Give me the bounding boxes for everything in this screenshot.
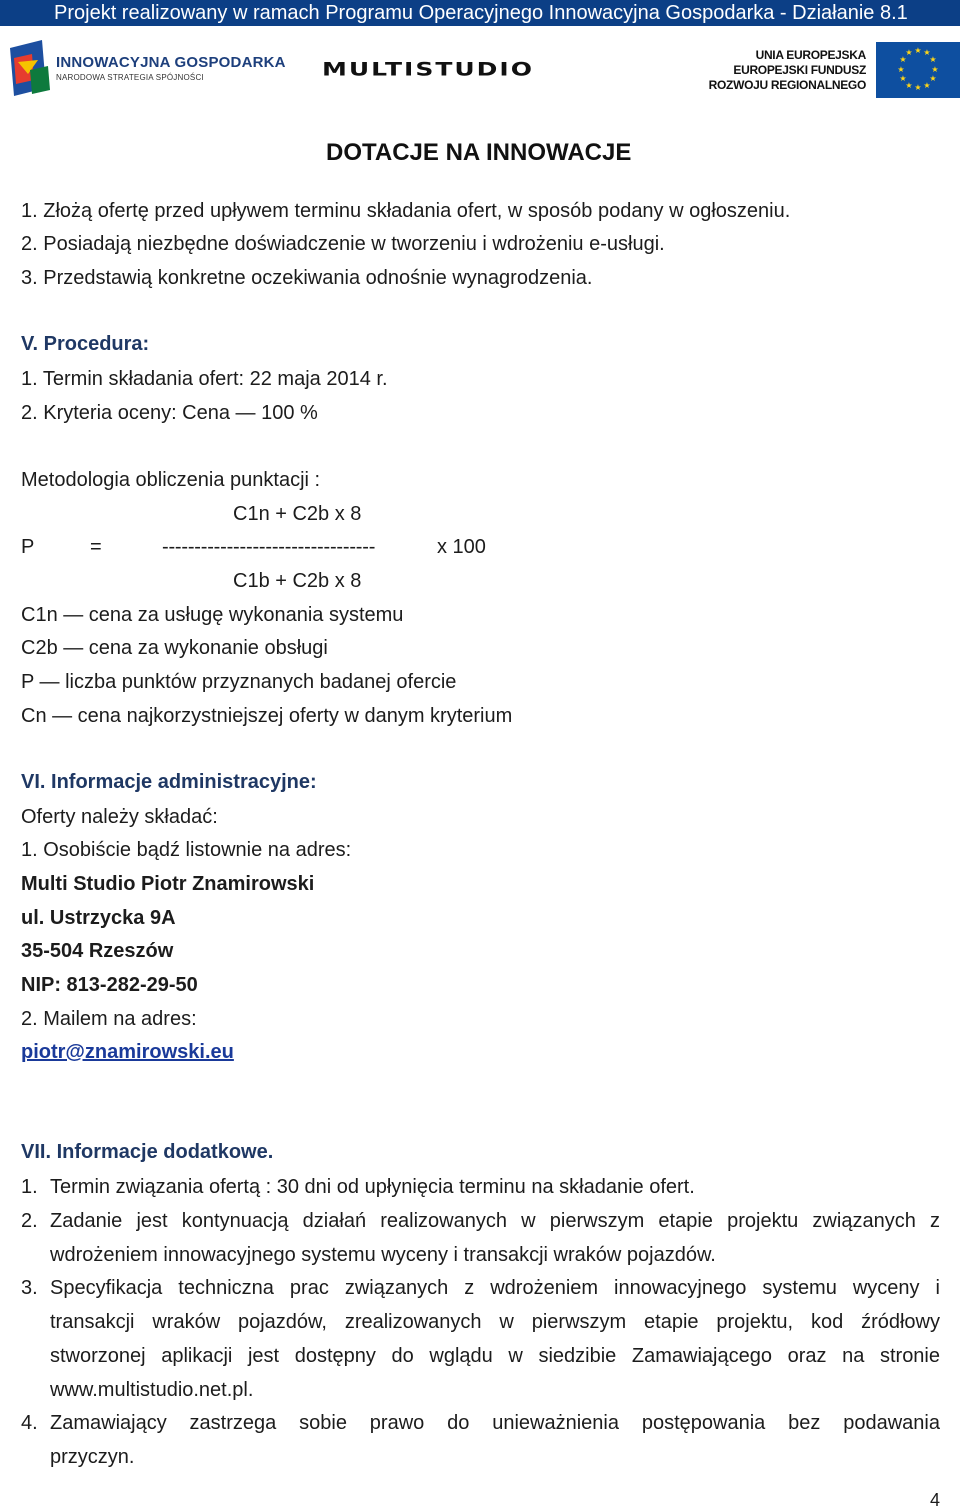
additional-item-4-line-1: Zamawiający zastrzega sobie prawo do unieważnienia postępowania bez podawania: [50, 1412, 940, 1434]
formula-fraction-bar: ---------------------------------: [162, 536, 376, 558]
additional-item-3: [50, 1271, 940, 1407]
eu-flag-icon: [876, 42, 960, 98]
procedure-item-1: 1. Termin składania ofert: 22 maja 2014 r.: [21, 368, 388, 390]
additional-item-2-line-2: wdrożeniem innowacyjnego systemu wyceny i transakcji wraków pojazdów.: [50, 1244, 716, 1266]
ig-emblem-icon: [8, 40, 52, 98]
address-company: Multi Studio Piotr Znamirowski: [21, 873, 315, 895]
intro-item-1: 1. Złożą ofertę przed upływem terminu składania ofert, w sposób podany w ogłoszeniu.: [21, 200, 791, 222]
banner-text: Projekt realizowany w ramach Programu Operacyjnego Innowacyjna Gospodarka - Działanie 8.1: [54, 2, 908, 24]
formula-intro: Metodologia obliczenia punktacji :: [21, 469, 321, 491]
intro-item-2: 2. Posiadają niezbędne doświadczenie w tworzeniu i wdrożeniu e-usługi.: [21, 233, 665, 255]
additional-item-3-line-3: stworzonej aplikacji jest dostępny do wglądu w siedzibie Zamawiającego oraz na stronie: [50, 1345, 940, 1367]
personal-delivery: 1. Osobiście bądź listownie na adres:: [21, 839, 352, 861]
additional-item-1: [50, 1170, 940, 1204]
address-nip: NIP: 813-282-29-50: [21, 974, 198, 996]
svg-text:★: ★: [897, 65, 905, 74]
legend-c1n: C1n — cena za usługę wykonania systemu: [21, 604, 404, 626]
header-banner: [0, 0, 960, 26]
additional-item-4: [50, 1406, 940, 1474]
procedure-heading: V. Procedura:: [21, 333, 150, 355]
additional-item-2: [50, 1204, 940, 1272]
svg-text:★: ★: [914, 46, 922, 55]
formula-p: P: [21, 536, 35, 558]
legend-p: P — liczba punktów przyznanych badanej ofercie: [21, 671, 457, 693]
address-street: ul. Ustrzycka 9A: [21, 907, 176, 929]
additional-item-4-line-2: przyczyn.: [50, 1446, 135, 1468]
svg-text:★: ★: [929, 74, 937, 83]
svg-text:★: ★: [931, 65, 939, 74]
page-number: 4: [929, 1490, 940, 1510]
legend-cn: Cn — cena najkorzystniejszej oferty w danym kryterium: [21, 705, 513, 727]
ig-logo-subtitle: NARODOWA STRATEGIA SPÓJNOŚCI: [56, 73, 204, 82]
multistudio-logo-text: MULTISTUDIO: [322, 58, 534, 80]
additional-item-3-line-4: www.multistudio.net.pl.: [50, 1379, 254, 1401]
offers-label: Oferty należy składać:: [21, 806, 218, 828]
svg-text:★: ★: [899, 74, 907, 83]
formula-times: x 100: [437, 536, 486, 558]
email-link[interactable]: piotr@znamirowski.eu: [21, 1041, 234, 1063]
svg-text:★: ★: [905, 81, 913, 90]
svg-text:★: ★: [929, 55, 937, 64]
svg-text:★: ★: [905, 48, 913, 57]
formula-denominator: C1b + C2b x 8: [233, 570, 362, 592]
legend-c2b: C2b — cena za wykonanie obsługi: [21, 637, 328, 659]
innowacyjna-gospodarka-logo: [8, 40, 286, 96]
additional-item-1-line-1: Termin związania ofertą : 30 dni od upłynięcia terminu na składanie ofert.: [50, 1176, 695, 1198]
additional-item-4-number: 4.: [21, 1412, 38, 1434]
additional-item-2-line-1: Zadanie jest kontynuacją działań realizowanych w pierwszym etapie projektu związanych z: [50, 1210, 940, 1232]
additional-item-2-number: 2.: [21, 1210, 38, 1232]
mail-label: 2. Mailem na adres:: [21, 1008, 197, 1030]
svg-text:★: ★: [923, 81, 931, 90]
eu-line-2: EUROPEJSKI FUNDUSZ: [733, 63, 866, 77]
additional-item-3-line-2: transakcji wraków pojazdów, zrealizowanych w pierwszym etapie projektu, kod źródłowy: [50, 1311, 940, 1333]
additional-heading: VII. Informacje dodatkowe.: [21, 1141, 274, 1163]
admin-heading: VI. Informacje administracyjne:: [21, 771, 317, 793]
ig-logo-name: INNOWACYJNA GOSPODARKA: [56, 54, 286, 71]
intro-item-3: 3. Przedstawią konkretne oczekiwania odnośnie wynagrodzenia.: [21, 267, 593, 289]
eu-line-3: ROZWOJU REGIONALNEGO: [708, 78, 866, 92]
eu-line-1: UNIA EUROPEJSKA: [755, 48, 866, 62]
page-title: DOTACJE NA INNOWACJE: [326, 139, 632, 166]
formula-numerator: C1n + C2b x 8: [233, 503, 362, 525]
address-city: 35-504 Rzeszów: [21, 940, 174, 962]
procedure-item-2: 2. Kryteria oceny: Cena — 100 %: [21, 402, 318, 424]
svg-text:★: ★: [923, 48, 931, 57]
svg-text:★: ★: [899, 55, 907, 64]
svg-text:★: ★: [914, 83, 922, 92]
additional-item-3-line-1: Specyfikacja techniczna prac związanych z wdrożeniem innowacyjnego systemu wyceny i: [50, 1277, 940, 1299]
formula-equals: =: [90, 536, 102, 558]
multistudio-logo: [322, 58, 640, 90]
additional-item-1-number: 1.: [21, 1176, 38, 1198]
eu-fund-logo: [708, 42, 960, 100]
additional-item-3-number: 3.: [21, 1277, 38, 1299]
